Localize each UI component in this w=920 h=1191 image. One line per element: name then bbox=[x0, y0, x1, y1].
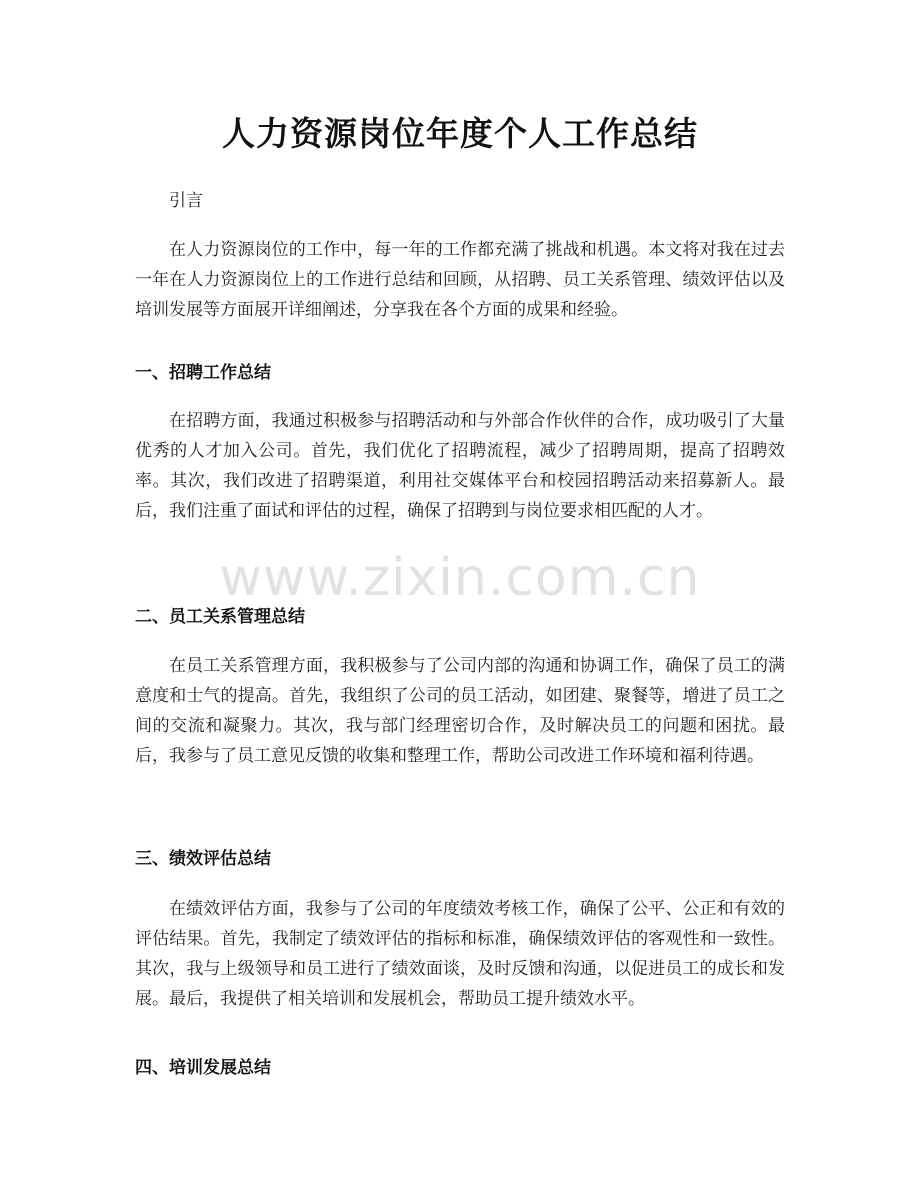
intro-paragraph: 在人力资源岗位的工作中，每一年的工作都充满了挑战和机遇。本文将对我在过去一年在人力资源岗位上的工作进行总结和回顾，从招聘、员工关系管理、绩效评估以及培训发展等方面展开详细阐述，分享我在各个方面的成果和经验。 bbox=[135, 240, 785, 320]
section-heading-recruitment: 一、招聘工作总结 bbox=[135, 363, 271, 383]
intro-label: 引言 bbox=[169, 191, 203, 211]
section-heading-training: 四、培训发展总结 bbox=[135, 1058, 271, 1078]
watermark: www.zixin.com.cn bbox=[219, 548, 701, 608]
section-heading-performance: 三、绩效评估总结 bbox=[135, 849, 271, 869]
document-title: 人力资源岗位年度个人工作总结 bbox=[222, 114, 698, 153]
section-paragraph-performance: 在绩效评估方面，我参与了公司的年度绩效考核工作，确保了公平、公正和有效的评估结果。首先，我制定了绩效评估的指标和标准，确保绩效评估的客观性和一致性。其次，我与上级领导和员工进行了绩效面谈，及时反馈和沟通，以促进员工的成长和发展。最后，我提供了相关培训和发展机会，帮助员工提升绩效水平。 bbox=[135, 899, 785, 1009]
section-paragraph-employee-relations: 在员工关系管理方面，我积极参与了公司内部的沟通和协调工作，确保了员工的满意度和士气的提高。首先，我组织了公司的员工活动，如团建、聚餐等，增进了员工之间的交流和凝聚力。其次，我与部门经理密切合作，及时解决员工的问题和困扰。最后，我参与了员工意见反馈的收集和整理工作，帮助公司改进工作环境和福利待遇。 bbox=[135, 656, 785, 766]
section-heading-employee-relations: 二、员工关系管理总结 bbox=[135, 607, 305, 627]
section-paragraph-recruitment: 在招聘方面，我通过积极参与招聘活动和与外部合作伙伴的合作，成功吸引了大量优秀的人才加入公司。首先，我们优化了招聘流程，减少了招聘周期，提高了招聘效率。其次，我们改进了招聘渠道，利用社交媒体平台和校园招聘活动来招募新人。最后，我们注重了面试和评估的过程，确保了招聘到与岗位要求相匹配的人才。 bbox=[135, 411, 785, 521]
